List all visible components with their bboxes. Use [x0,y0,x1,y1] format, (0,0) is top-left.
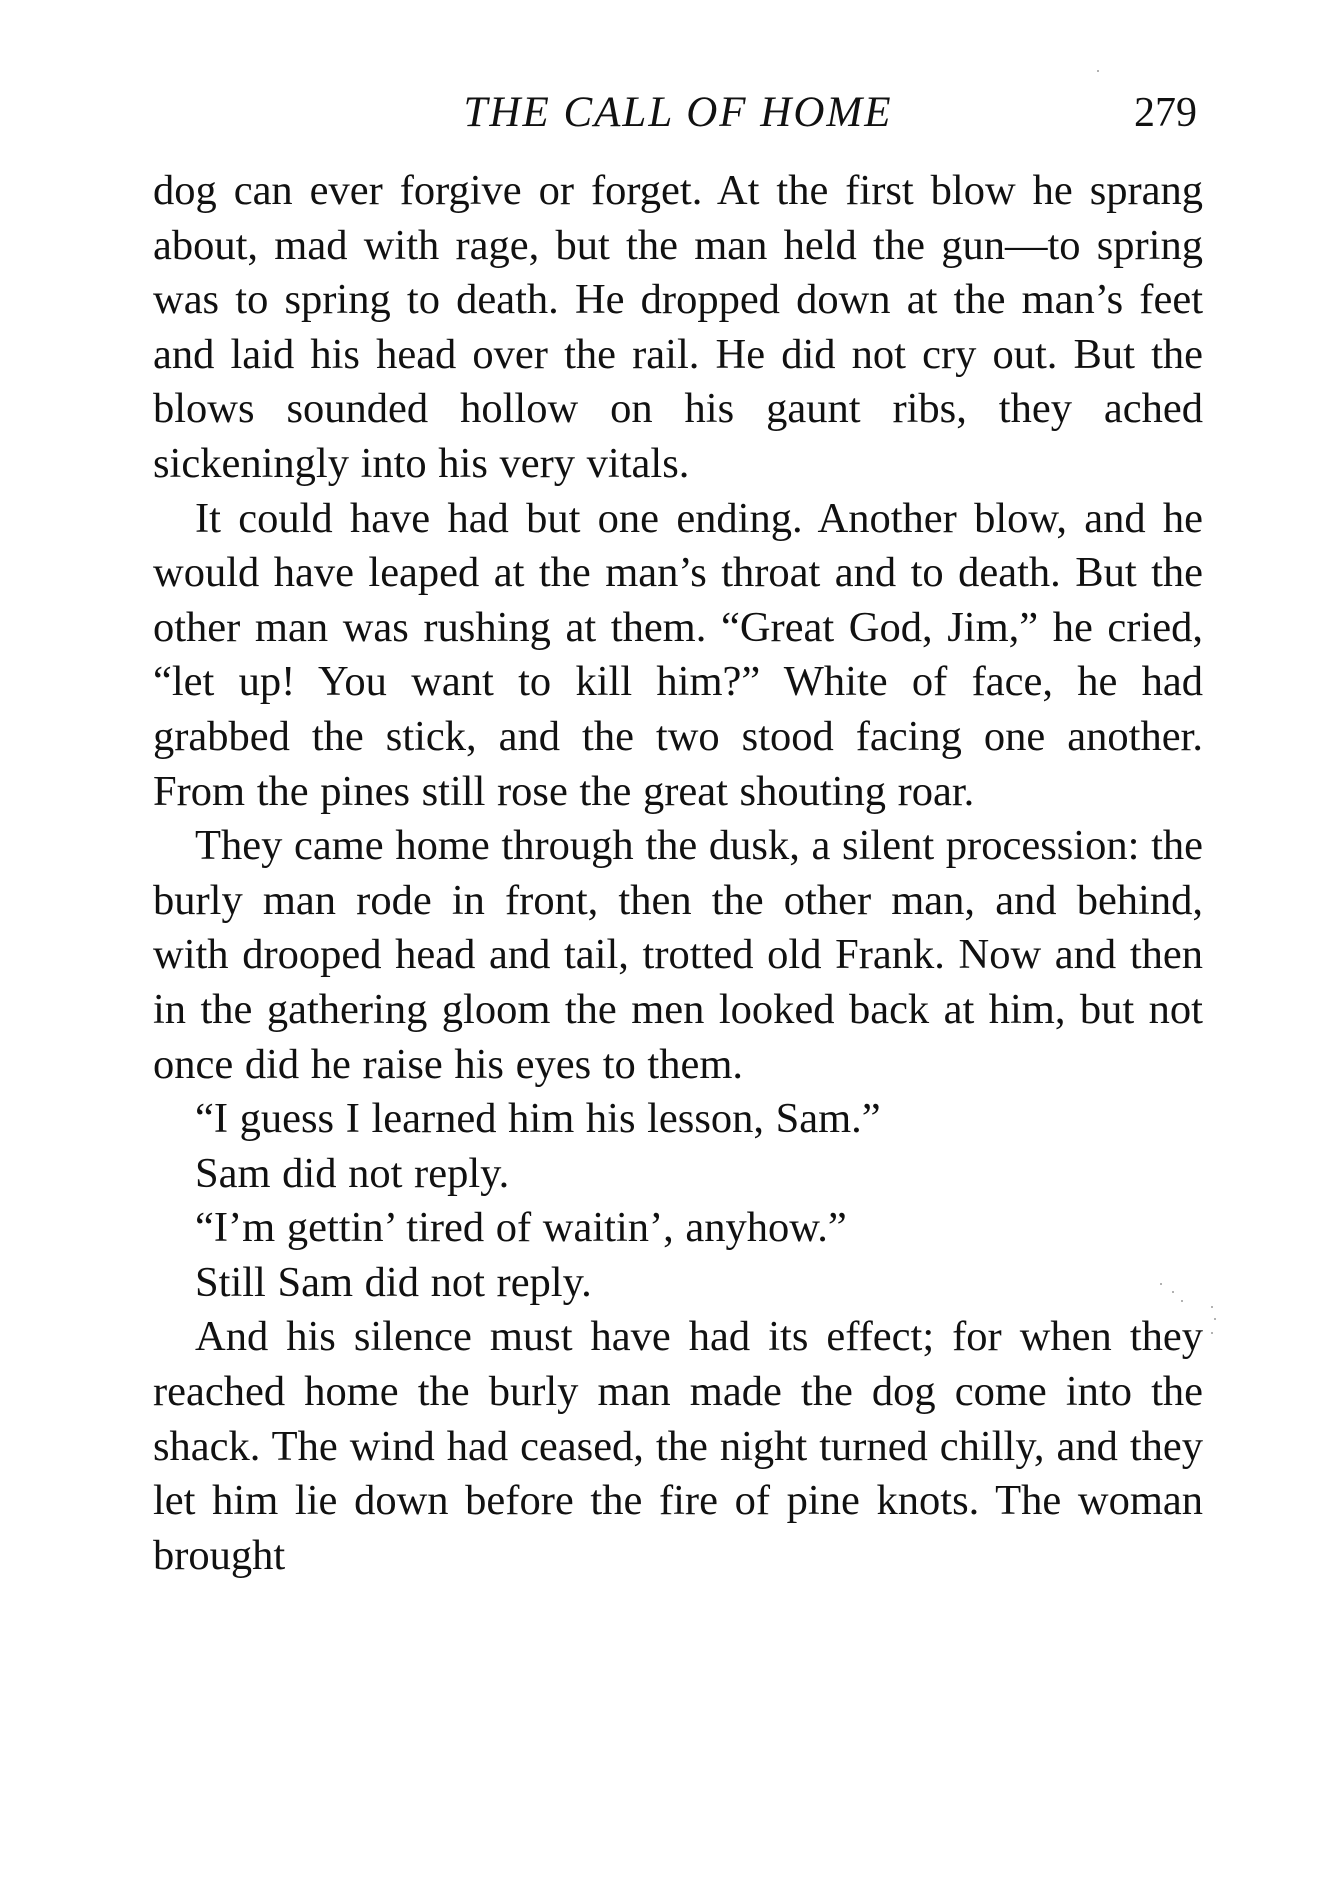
running-title: THE CALL OF HOME [463,89,893,136]
paragraph-7: Still Sam did not reply. [195,1258,592,1306]
paragraph-2: It could have had but one ending. Another blow, and he would have leaped at the man’s throat and to death. But the other man was rushing at them. “Great God, Jim,” he cried, “let up! You want to kill him?” White of face, he had grabbed the stick, and the two stood facing one another. From the pines still rose the great shouting roar. [153,494,1203,815]
page-number: 279 [1134,90,1197,136]
paragraph-1: dog can ever forgive or forget. At the first blow he sprang about, mad with rage, but the man held the gun—to spring was to spring to death. He dropped down at the man’s feet and laid his head over the rail. He did not cry out. But the blows sounded hollow on his gaunt ribs, they ached sickeningly into his very vitals. [153,167,1203,487]
running-head [153,83,1203,143]
scan-speck [1160,1283,1162,1285]
scan-speck [1181,1300,1183,1302]
scan-speck [1214,1318,1216,1320]
paragraph-5: Sam did not reply. [195,1149,510,1197]
scan-speck [1172,1291,1174,1293]
scan-speck [1097,70,1099,72]
body-text [153,164,1203,1583]
paragraph-3: They came home through the dusk, a silent procession: the burly man rode in front, then the other man, and behind, with drooped head and tail, trotted old Frank. Now and then in the gathering gloom the men looked back at him, but not once did he raise his eyes to them. [153,822,1203,1088]
paragraph-8: And his silence must have had its effect; for when they reached home the burly man made the dog come into the shack. The wind had ceased, the night turned chilly, and they let him lie down before the fire of pine knots. The woman brought [153,1313,1203,1579]
scan-speck [1211,1332,1213,1334]
scan-speck [1211,1306,1213,1308]
paragraph-4: “I guess I learned him his lesson, Sam.” [195,1095,881,1143]
paragraph-6: “I’m gettin’ tired of waitin’, anyhow.” [195,1204,847,1252]
